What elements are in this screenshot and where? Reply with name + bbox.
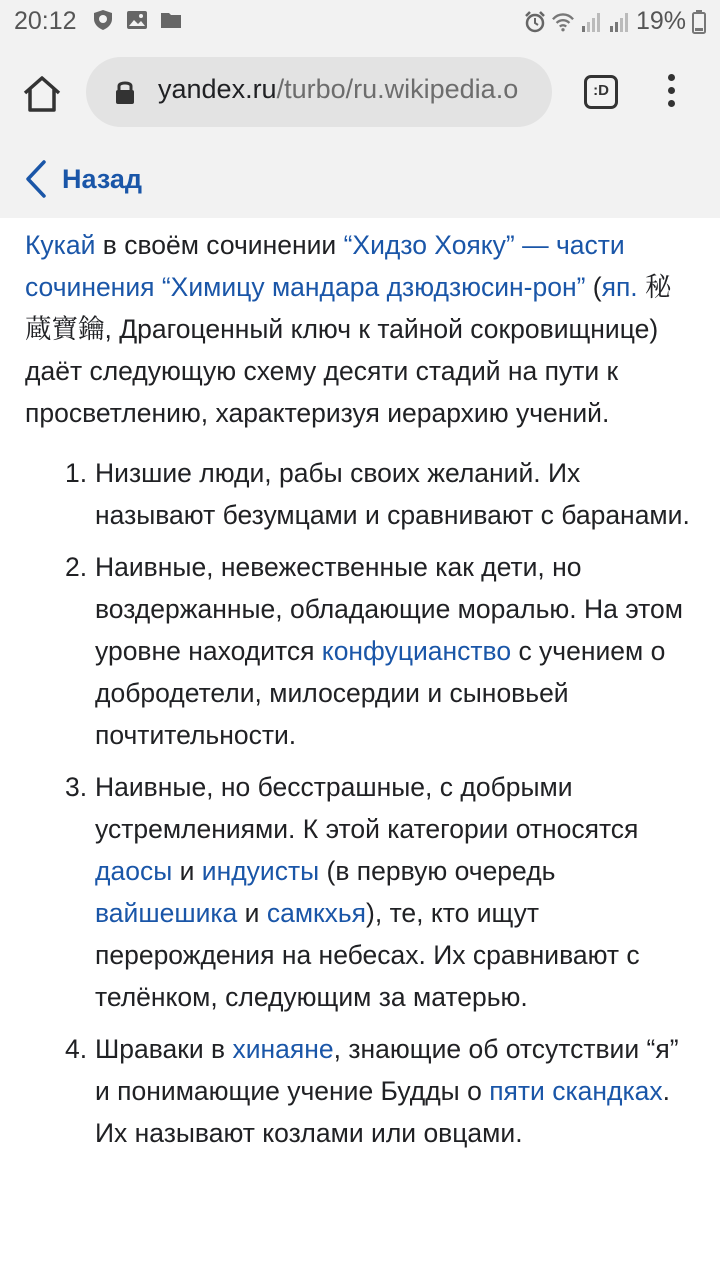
text: ), те, кто ищут перерождения на небесах. Их сравнивают с телёнком, следующим за матерью. <box>95 898 640 1012</box>
text: (в первую очередь <box>319 856 556 886</box>
text: ( <box>585 272 602 302</box>
link-taoists[interactable]: даосы <box>95 856 173 886</box>
article-content <box>25 224 697 1164</box>
text: в своём сочинении <box>95 230 344 260</box>
lock-icon[interactable] <box>114 79 136 105</box>
folder-icon <box>160 9 182 31</box>
battery-level: 19% <box>635 7 686 35</box>
battery-icon <box>692 10 706 34</box>
list-number: 3. <box>65 772 88 802</box>
wifi-icon <box>552 11 574 33</box>
list-number: 2. <box>65 552 88 582</box>
text: . Их называют козлами или овцами. <box>95 1076 670 1148</box>
url-host: yandex.ru <box>158 74 277 104</box>
link-samkhya[interactable]: самкхья <box>266 898 367 928</box>
list-number: 1. <box>65 458 88 488</box>
link-confucianism[interactable]: конфуцианство <box>321 636 512 666</box>
image-icon <box>126 9 148 31</box>
chevron-left-icon <box>24 159 48 199</box>
link-five-skandhas[interactable]: пяти скандках <box>489 1076 663 1106</box>
address-bar[interactable] <box>86 57 552 127</box>
text: Низшие люди, рабы своих желаний. Их называют безумцами и сравнивают с баранами. <box>95 458 690 530</box>
browser-toolbar <box>0 44 720 140</box>
list-item <box>25 452 697 536</box>
url-path: /turbo/ru.wikipedia.o <box>276 74 519 104</box>
text: с учением о добродетели, милосердии и сыновьей почтительности. <box>95 636 666 750</box>
list-item <box>25 1028 697 1154</box>
link-hinayana[interactable]: хинаяне <box>232 1034 334 1064</box>
link-hindus[interactable]: индуисты <box>201 856 320 886</box>
back-label: Назад <box>62 163 143 194</box>
text: Шраваки в <box>95 1034 233 1064</box>
text: и <box>172 856 202 886</box>
home-icon[interactable] <box>20 72 64 116</box>
link-japanese[interactable]: яп. <box>601 272 638 302</box>
list-number: 4. <box>65 1034 88 1064</box>
alarm-icon <box>524 11 546 33</box>
more-menu-icon[interactable] <box>664 74 678 114</box>
status-bar <box>0 0 720 44</box>
stages-list <box>25 452 697 1154</box>
shield-icon <box>92 9 114 31</box>
link-kukai[interactable]: Кукай <box>25 230 96 260</box>
back-button[interactable] <box>24 158 142 200</box>
link-vaisheshika[interactable]: вайшешика <box>95 898 238 928</box>
notification-icons <box>92 9 182 31</box>
text: 秘蔵寶鑰, Драгоценный ключ к тайной сокровищнице) даёт следующую схему десяти стадий на пути к просветлению, характеризуя иерархию учений. <box>25 272 672 428</box>
list-item <box>25 766 697 1018</box>
text: Наивные, невежественные как дети, но воздержанные, обладающие моралью. На этом уровне находится <box>95 552 683 666</box>
status-right <box>524 7 706 36</box>
status-time: 20:12 <box>14 7 77 35</box>
tab-switcher-button[interactable]: :D <box>584 75 618 109</box>
link-hidzo-hoyaku[interactable]: “Хидзо Хояку” — части сочинения “Химицу мандара дзюдзюсин-рон” <box>25 230 625 302</box>
signal-icon <box>580 11 602 33</box>
url-text[interactable] <box>158 74 518 105</box>
text: , знающие об отсутствии “я” и понимающие учение Будды о <box>95 1034 679 1106</box>
text: и <box>237 898 267 928</box>
list-item <box>25 546 697 756</box>
back-bar <box>0 140 720 218</box>
text: Наивные, но бесстрашные, с добрыми устремлениями. К этой категории относятся <box>95 772 639 844</box>
intro-paragraph <box>25 224 697 434</box>
signal-icon <box>608 11 630 33</box>
